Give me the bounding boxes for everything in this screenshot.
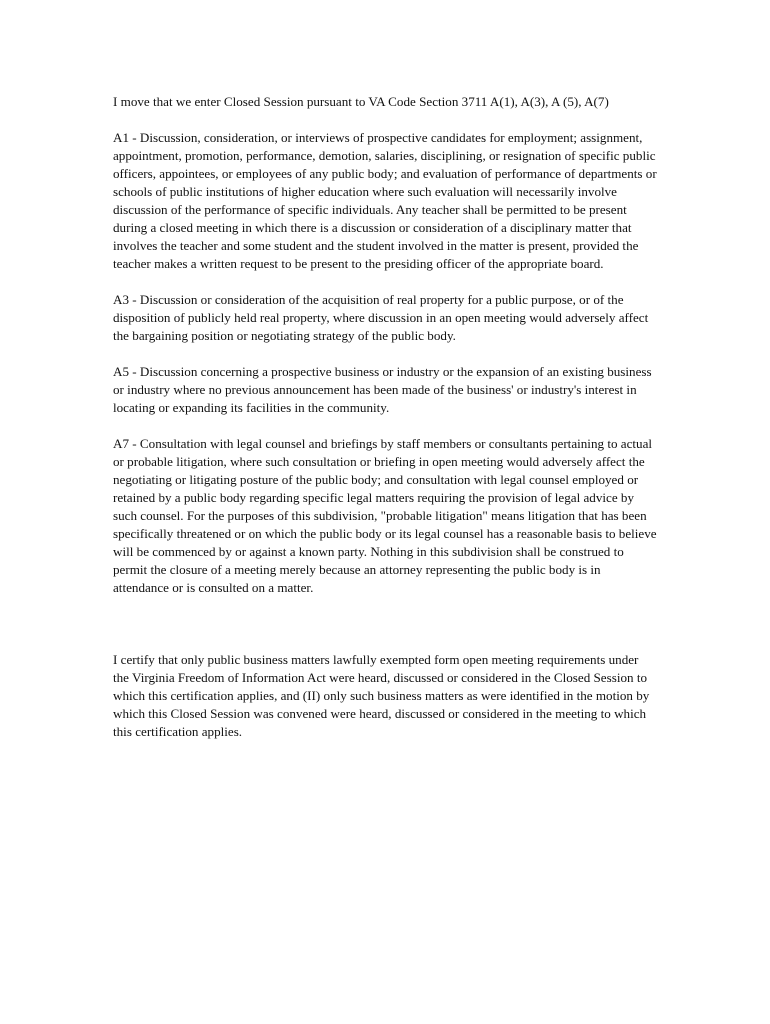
section-a5-paragraph: A5 - Discussion concerning a prospective business or industry or the expansion of an existing business or industry where no previous announcement has been made of the business' or industry's interest in locating or expanding its facilities in the community. — [113, 364, 652, 415]
certification-paragraph: I certify that only public business matters lawfully exempted form open meeting requirements under the Virginia Freedom of Information Act were heard, discussed or considered in the Closed Session to which this certification applies, and (II) only such business matters as were identified in the motion by which this Closed Session was convened were heard, discussed or considered in the meeting to which this certification applies. — [113, 652, 650, 739]
section-a7-paragraph: A7 - Consultation with legal counsel and briefings by staff members or consultants pertaining to actual or probable litigation, where such consultation or briefing in open meeting would adversely affect the negotiating or litigating posture of the public body; and consultation with legal counsel employed or retained by a public body regarding specific legal matters requiring the provision of legal advice by such counsel. For the purposes of this subdivision, "probable litigation" means litigation that has been specifically threatened or on which the public body or its legal counsel has a reasonable basis to believe will be commenced by or against a known party. Nothing in this subdivision shall be construed to permit the closure of a meeting merely because an attorney representing the public body is in attendance or is consulted on a matter. — [113, 436, 657, 595]
section-a1-paragraph: A1 - Discussion, consideration, or interviews of prospective candidates for employment; assignment, appointment, promotion, performance, demotion, salaries, disciplining, or resignation of specific public officers, appointees, or employees of any public body; and evaluation of performance of departments or schools of public institutions of higher education where such evaluation will necessarily involve discussion of the performance of specific individuals. Any teacher shall be permitted to be present during a closed meeting in which there is a discussion or consideration of a disciplinary matter that involves the teacher and some student and the student involved in the matter is present, provided the teacher makes a written request to be present to the presiding officer of the appropriate board. — [113, 130, 657, 271]
document-body — [113, 93, 657, 759]
motion-paragraph: I move that we enter Closed Session pursuant to VA Code Section 3711 A(1), A(3), A (5), A(7) — [113, 94, 609, 109]
section-a3-paragraph: A3 - Discussion or consideration of the acquisition of real property for a public purpose, or of the disposition of publicly held real property, where discussion in an open meeting would adversely affect the bargaining position or negotiating strategy of the public body. — [113, 292, 649, 343]
